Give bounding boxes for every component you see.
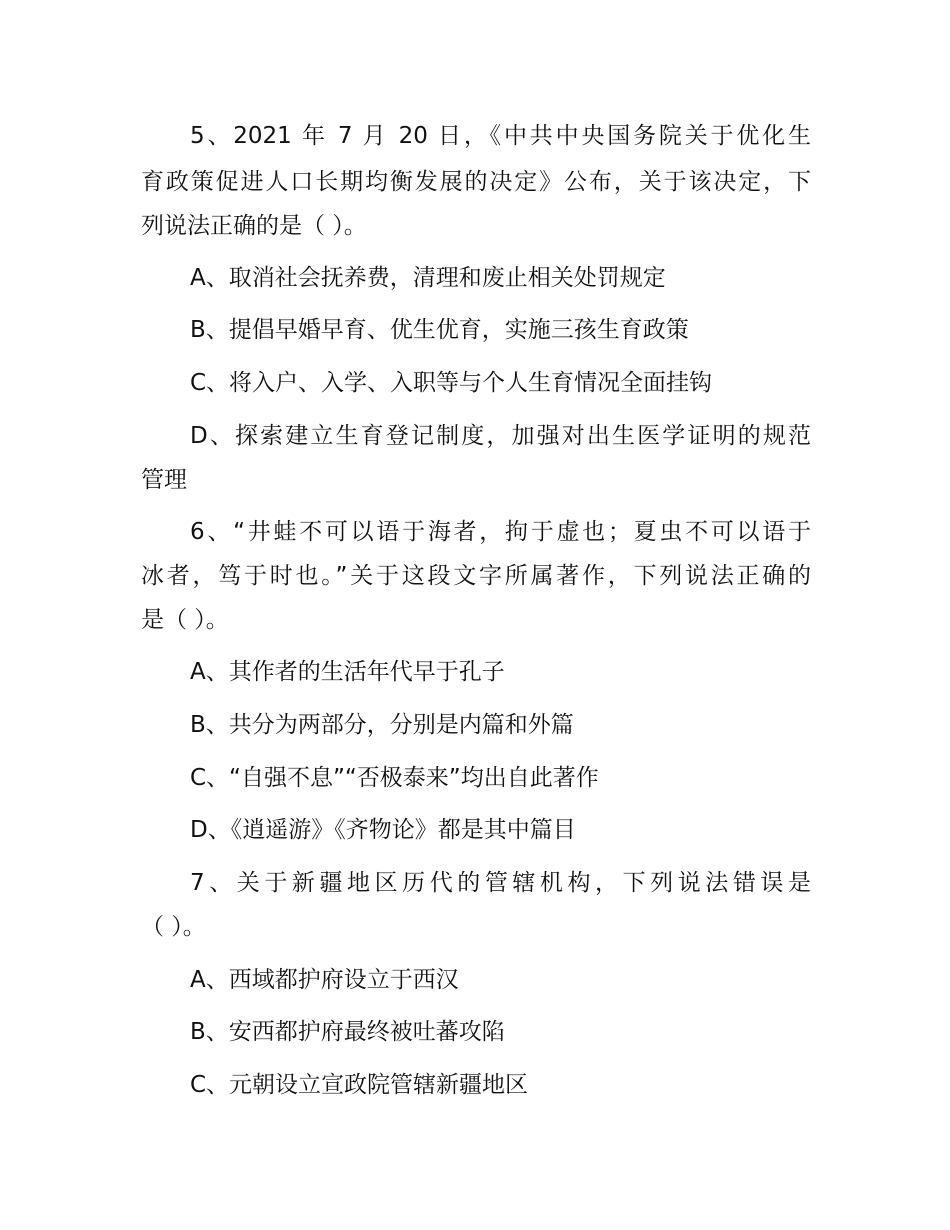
- question-6-stem-line-1: 6、“井蛙不可以语于海者，拘于虚也；夏虫不可以语于: [190, 519, 811, 545]
- question-6-option-c: C、“自强不息”“否极泰来”均出自此著作: [190, 765, 599, 791]
- question-7-stem-line-2: （ ）。: [141, 914, 206, 940]
- question-5-stem-line-1: 5、2021 年 7 月 20 日，《中共中央国务院关于优化生: [190, 123, 811, 149]
- question-5-option-d-line-1: D、探索建立生育登记制度，加强对出生医学证明的规范: [190, 423, 811, 449]
- question-5-stem-line-2: 育政策促进人口长期均衡发展的决定》公布，关于该决定，下: [141, 169, 811, 195]
- question-5-option-d-line-2: 管理: [141, 467, 187, 493]
- question-5-option-a: A、取消社会抚养费，清理和废止相关处罚规定: [190, 265, 666, 291]
- question-7-stem-line-1: 7、关于新疆地区历代的管辖机构，下列说法错误是: [190, 870, 811, 896]
- question-6-option-b: B、共分为两部分，分别是内篇和外篇: [190, 712, 574, 738]
- question-6-stem-line-3: 是（ ）。: [141, 607, 229, 633]
- question-7-option-a: A、西域都护府设立于西汉: [190, 967, 459, 993]
- question-6-option-d: D、《逍遥游》《齐物论》都是其中篇目: [190, 817, 576, 843]
- question-5-stem-line-3: 列说法正确的是（ ）。: [141, 213, 367, 239]
- question-5-option-c: C、将入户、入学、入职等与个人生育情况全面挂钩: [190, 370, 713, 396]
- question-6-stem-line-2: 冰者，笃于时也。”关于这段文字所属著作，下列说法正确的: [141, 563, 811, 589]
- question-7-option-c: C、元朝设立宣政院管辖新疆地区: [190, 1072, 529, 1098]
- question-5-option-b: B、提倡早婚早育、优生优育，实施三孩生育政策: [190, 317, 689, 343]
- question-6-option-a: A、其作者的生活年代早于孔子: [190, 659, 505, 685]
- question-7-option-b: B、安西都护府最终被吐蕃攻陷: [190, 1019, 505, 1045]
